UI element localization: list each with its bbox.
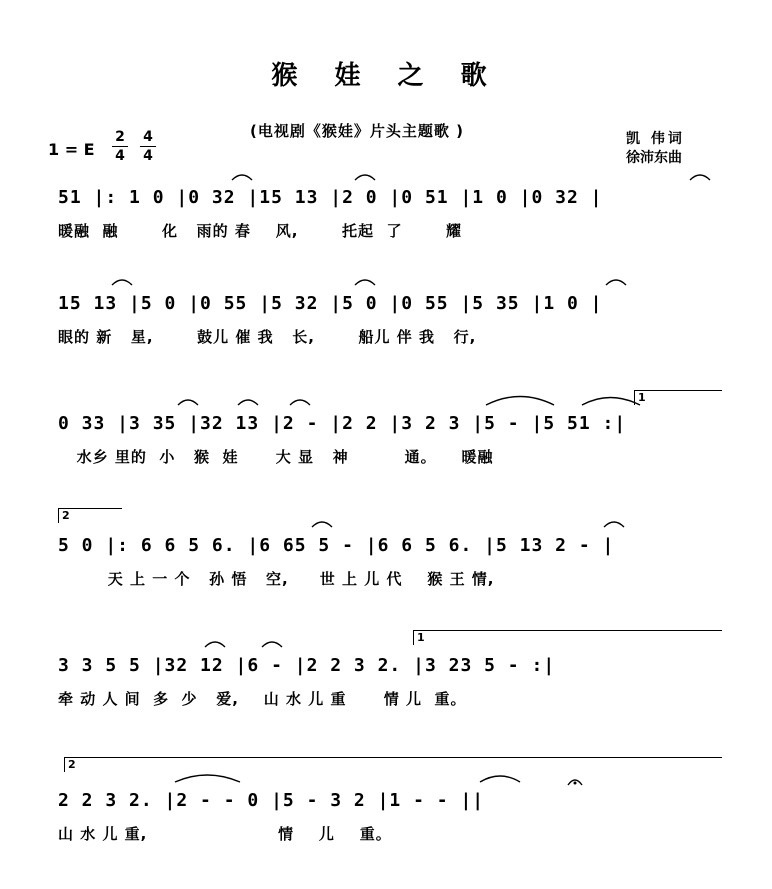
time-sig-numerator: 4 bbox=[143, 129, 153, 145]
time-sig-denominator: 4 bbox=[143, 148, 153, 164]
volta-number: 1 bbox=[417, 631, 425, 644]
slur bbox=[205, 642, 225, 647]
slur bbox=[112, 280, 132, 285]
notation-line: 0 33 |3 35 |32 13 |2 - |2 2 |3 2 3 |5 - |5 51 :| bbox=[58, 413, 627, 434]
lyric-line: 水乡 里的 小 猴 娃 大 显 神 通。 暖融 bbox=[58, 448, 494, 466]
slur bbox=[290, 400, 310, 405]
lyric-line: 暖融 融 化 雨的 春 风, 托起 了 耀 bbox=[58, 222, 463, 240]
notation-line: 2 2 3 2. |2 - - 0 |5 - 3 2 |1 - - || bbox=[58, 790, 485, 811]
fermata-dot bbox=[574, 782, 577, 785]
volta-number: 2 bbox=[68, 758, 76, 771]
song-subtitle: (电视剧《猴娃》片头主题歌 ) bbox=[250, 122, 464, 140]
key-signature: 1 = E bbox=[48, 140, 95, 159]
slur bbox=[312, 522, 332, 527]
slur bbox=[355, 280, 375, 285]
time-sig-denominator: 4 bbox=[115, 148, 125, 164]
lyric-line: 牵 动 人 间 多 少 爱, 山 水 儿 重 情 儿 重。 bbox=[58, 690, 467, 708]
volta-number: 1 bbox=[638, 391, 646, 404]
slur bbox=[582, 398, 640, 406]
lyric-line: 天 上 一 个 孙 悟 空, 世 上 儿 代 猴 王 情, bbox=[58, 570, 495, 588]
slur bbox=[232, 175, 252, 180]
slur bbox=[178, 400, 198, 405]
slur bbox=[486, 397, 554, 406]
lyric-line: 眼的 新 星, 鼓儿 催 我 长, 船儿 伴 我 行, bbox=[58, 328, 477, 346]
notation-line: 51 |: 1 0 |0 32 |15 13 |2 0 |0 51 |1 0 |0 32 | bbox=[58, 187, 603, 208]
notation-line: 5 0 |: 6 6 5 6. |6 65 5 - |6 6 5 6. |5 13 2 - | bbox=[58, 535, 615, 556]
slur bbox=[175, 775, 240, 782]
time-sig-numerator: 2 bbox=[115, 129, 125, 145]
slur bbox=[604, 522, 624, 527]
song-title: 猴 娃 之 歌 bbox=[271, 61, 501, 91]
notation-line: 3 3 5 5 |32 12 |6 - |2 2 3 2. |3 23 5 - :| bbox=[58, 655, 556, 676]
slur bbox=[355, 175, 375, 180]
slur bbox=[606, 280, 626, 285]
composer-credit: 徐沛东曲 bbox=[626, 150, 682, 166]
slur bbox=[480, 776, 520, 782]
volta-number: 2 bbox=[62, 509, 70, 522]
lyric-line: 山 水 儿 重, 情 儿 重。 bbox=[58, 825, 392, 843]
slur bbox=[690, 175, 710, 180]
lyricist-credit: 凯 伟词 bbox=[626, 131, 685, 147]
slur bbox=[262, 642, 282, 647]
notation-line: 15 13 |5 0 |0 55 |5 32 |5 0 |0 55 |5 35 |1 0 | bbox=[58, 293, 603, 314]
slur bbox=[238, 400, 258, 405]
